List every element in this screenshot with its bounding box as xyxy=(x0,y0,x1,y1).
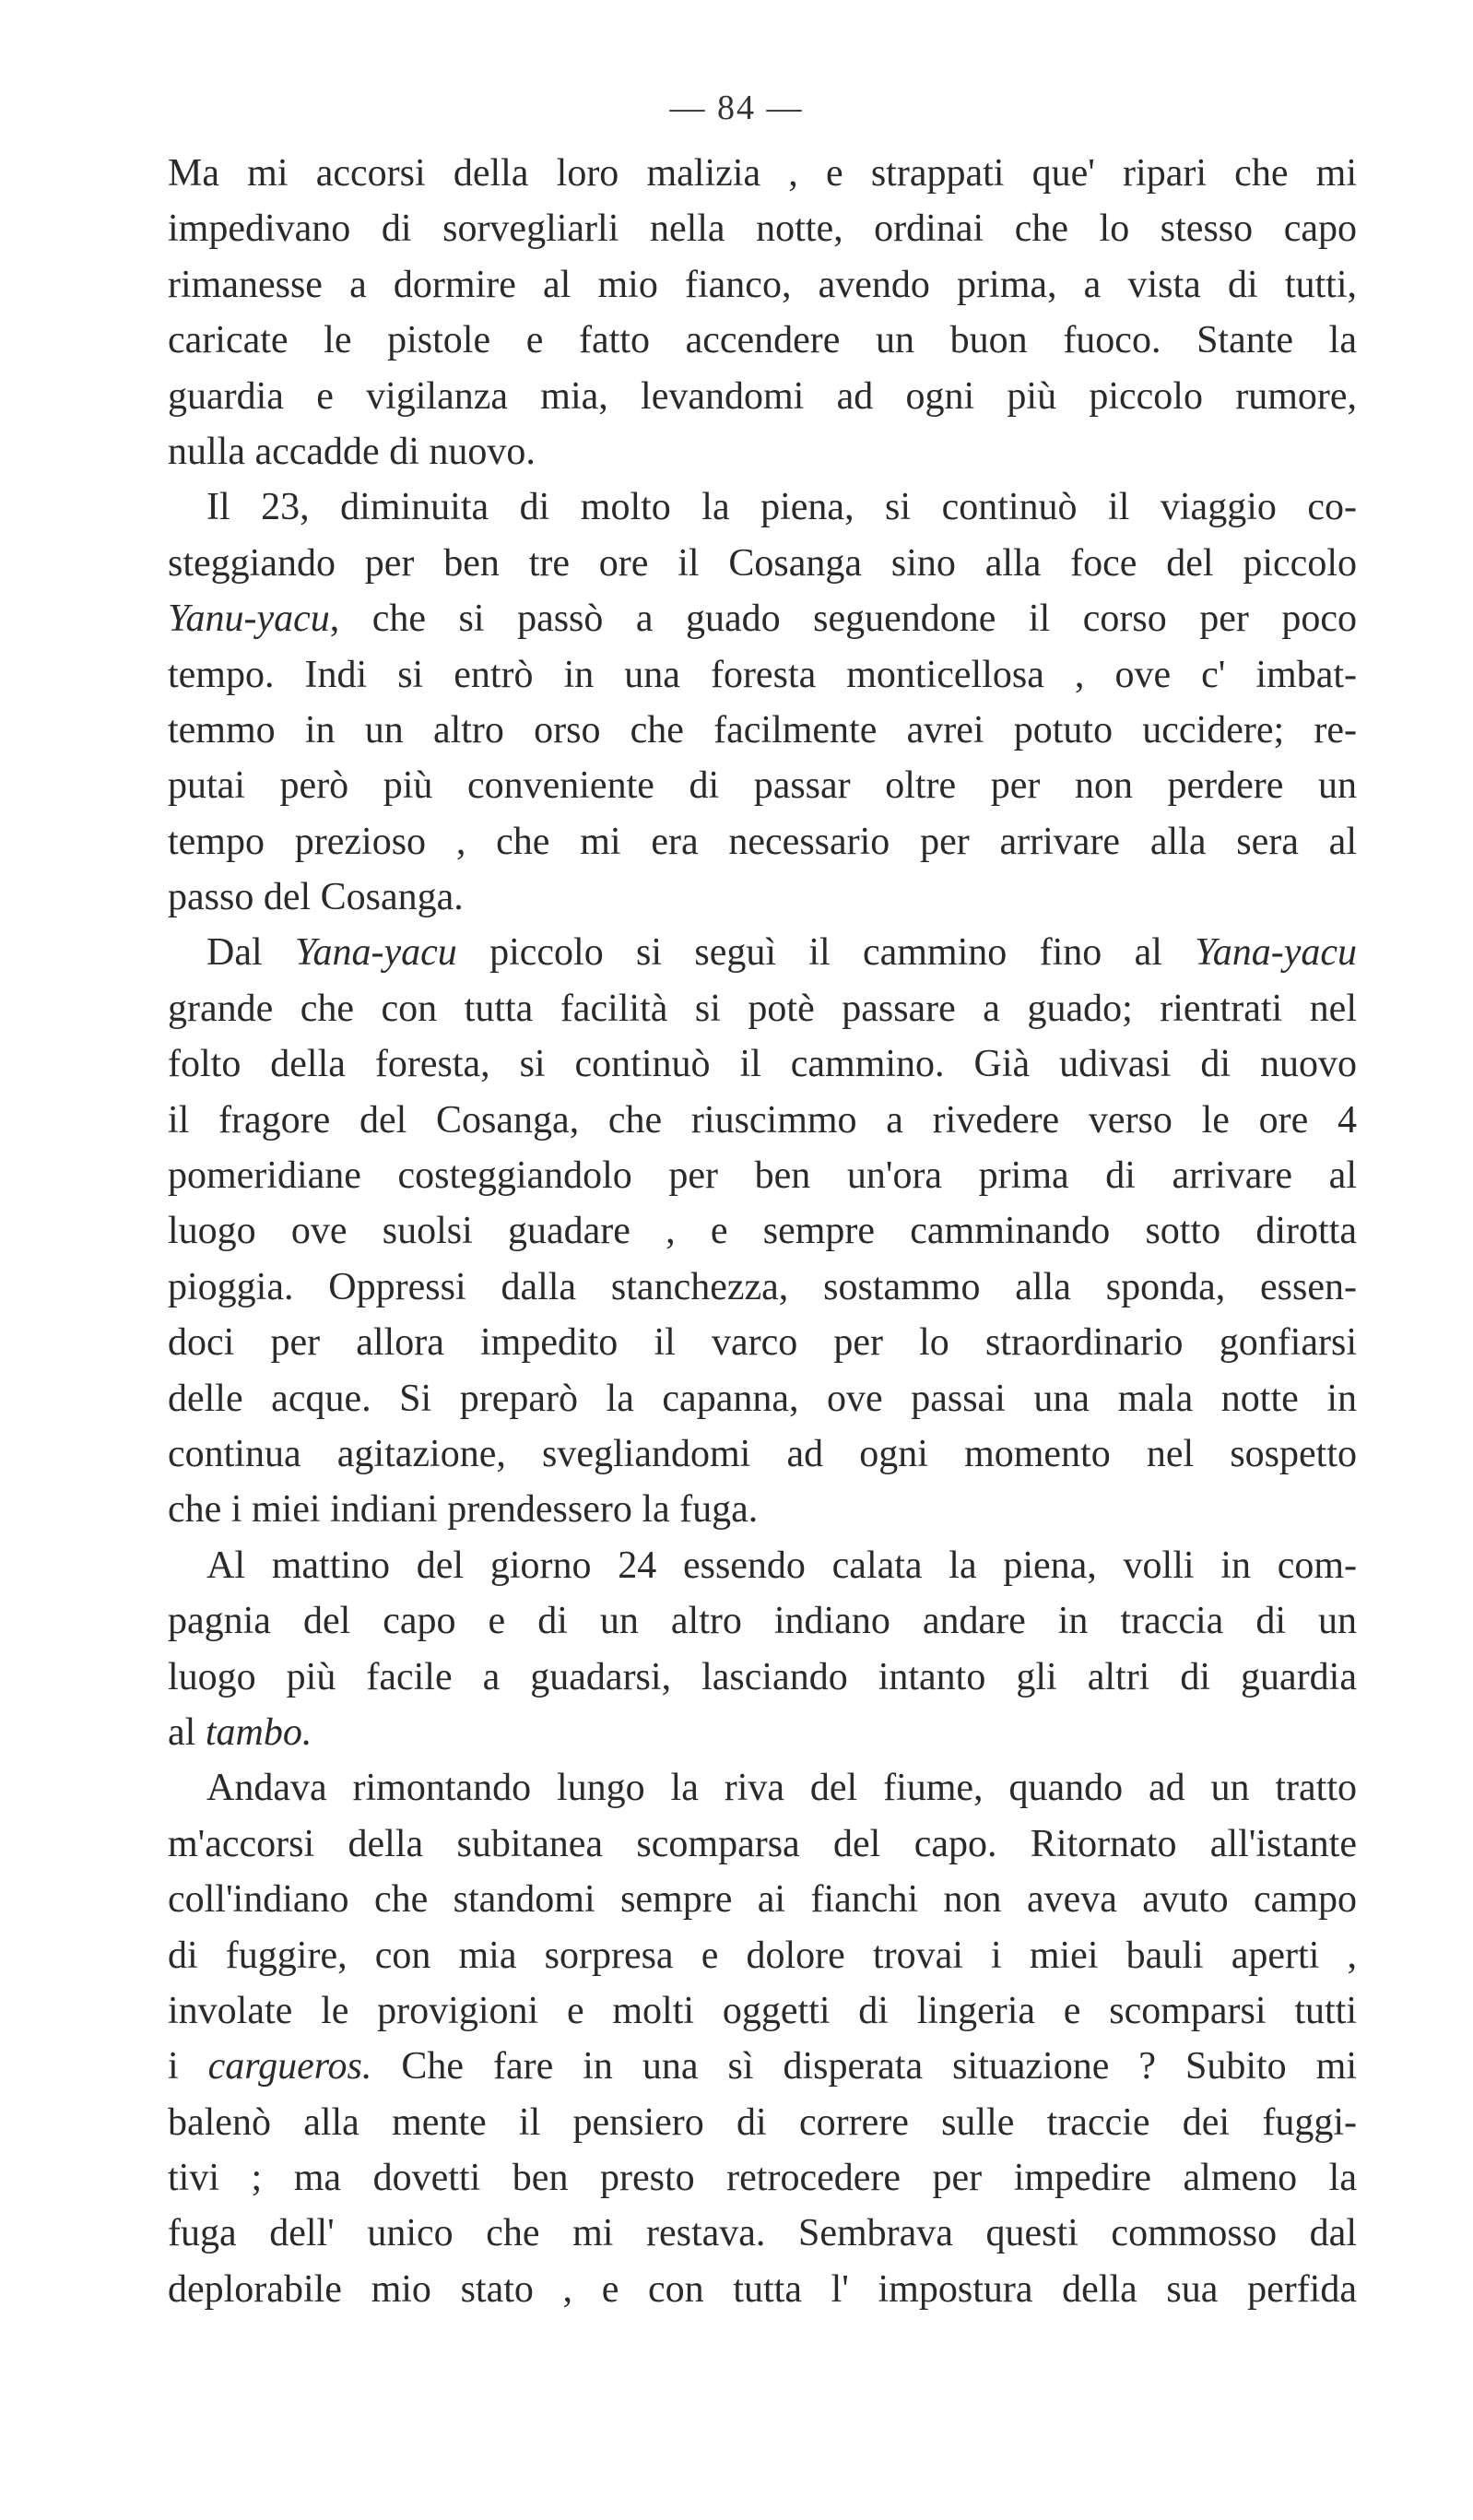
text-line xyxy=(168,146,1357,201)
text-line xyxy=(168,1705,1357,1760)
text-line xyxy=(168,981,1357,1036)
text-line xyxy=(168,870,1357,925)
text-run: doci per allora impedito il varco per lo straordinario gonfiarsi xyxy=(168,1321,1357,1365)
text-run: continua agitazione, svegliandomi ad ogni momento nel sospetto xyxy=(168,1432,1357,1475)
text-line xyxy=(168,2150,1357,2206)
text-line xyxy=(168,1315,1357,1370)
text-line xyxy=(168,257,1357,313)
text-line xyxy=(168,1928,1357,1983)
text-line xyxy=(168,1203,1357,1259)
text-run: , che si passò a guado seguendone il corso per poco xyxy=(329,597,1357,641)
text-line xyxy=(168,925,1357,980)
text-run: tempo prezioso , che mi era necessario per arrivare alla sera al xyxy=(168,820,1357,863)
text-line xyxy=(168,1148,1357,1203)
text-line xyxy=(168,758,1357,813)
text-line xyxy=(168,1260,1357,1315)
text-line xyxy=(168,1538,1357,1593)
text-run: Ma mi accorsi della loro malizia , e strappati que' ripari che mi xyxy=(168,152,1357,195)
text-run: involate le provigioni e molti oggetti di lingeria e scomparsi tutti xyxy=(168,1989,1357,2032)
text-line xyxy=(168,1816,1357,1872)
italic-term: Yana-yacu xyxy=(294,931,457,975)
text-line xyxy=(168,479,1357,535)
text-run: Il 23, diminuita di molto la piena, si continuò il viaggio co- xyxy=(206,486,1357,529)
text-line xyxy=(168,591,1357,646)
text-run: steggiando per ben tre ore il Cosanga sino alla foce del piccolo xyxy=(168,541,1357,585)
text-line xyxy=(168,703,1357,758)
text-line xyxy=(168,2262,1357,2317)
text-line xyxy=(168,1371,1357,1426)
text-run: che i miei indiani prendessero la fuga. xyxy=(168,1488,759,1532)
text-run: rimanesse a dormire al mio fianco, avendo prima, a vista di tutti, xyxy=(168,263,1357,306)
text-run: putai però più conveniente di passar oltre per non perdere un xyxy=(168,764,1357,808)
text-run: piccolo si seguì il cammino fino al xyxy=(456,931,1196,975)
italic-term: Yanu-yacu xyxy=(168,597,330,641)
text-run: i xyxy=(168,2045,208,2088)
text-line xyxy=(168,2206,1357,2261)
text-run: Andava rimontando lungo la riva del fiume, quando ad un tratto xyxy=(206,1767,1357,1810)
text-run: temmo in un altro orso che facilmente avrei potuto uccidere; re- xyxy=(168,708,1357,751)
text-run: passo del Cosanga. xyxy=(168,876,464,919)
text-run: pagnia del capo e di un altro indiano andare in traccia di un xyxy=(168,1600,1357,1643)
text-run: luogo più facile a guadarsi, lasciando intanto gli altri di guardia xyxy=(168,1655,1357,1698)
text-line xyxy=(168,1872,1357,1927)
text-run: al xyxy=(168,1710,206,1754)
text-run: grande che con tutta facilità si potè passare a guado; rientrati nel xyxy=(168,987,1357,1030)
text-run: Dal xyxy=(206,931,295,975)
text-run: impedivano di sorvegliarli nella notte, ordinai che lo stesso capo xyxy=(168,207,1357,251)
text-line xyxy=(168,1093,1357,1148)
text-line xyxy=(168,2095,1357,2150)
text-run: tempo. Indi si entrò in una foresta monticellosa , ove c' imbat- xyxy=(168,653,1357,696)
text-line xyxy=(168,1593,1357,1649)
text-run: fuga dell' unico che mi restava. Sembrava questi commosso dal xyxy=(168,2212,1357,2255)
text-run: caricate le pistole e fatto accendere un buon fuoco. Stante la xyxy=(168,319,1357,362)
italic-term: cargueros. xyxy=(207,2045,372,2088)
text-line xyxy=(168,424,1357,479)
text-line xyxy=(168,536,1357,591)
italic-term: tambo. xyxy=(205,1710,312,1754)
text-line xyxy=(168,313,1357,368)
text-run: coll'indiano che standomi sempre ai fianchi non aveva avuto campo xyxy=(168,1878,1357,1922)
text-run: tivi ; ma dovetti ben presto retrocedere per impedire almeno la xyxy=(168,2157,1357,2200)
text-run: balenò alla mente il pensiero di correre sulle traccie dei fuggi- xyxy=(168,2100,1357,2144)
text-line xyxy=(168,2039,1357,2094)
text-run: pomeridiane costeggiandolo per ben un'ora prima di arrivare al xyxy=(168,1154,1357,1198)
text-line xyxy=(168,201,1357,256)
text-run: il fragore del Cosanga, che riuscimmo a rivedere verso le ore 4 xyxy=(168,1098,1357,1142)
text-line xyxy=(168,1482,1357,1537)
text-line xyxy=(168,814,1357,870)
text-line xyxy=(168,647,1357,703)
text-run: Al mattino del giorno 24 essendo calata la piena, volli in com- xyxy=(206,1544,1357,1587)
text-line xyxy=(168,1760,1357,1816)
body-text xyxy=(168,146,1357,2317)
text-run: folto della foresta, si continuò il cammino. Già udivasi di nuovo xyxy=(168,1043,1357,1086)
italic-term: Yana-yacu xyxy=(1195,931,1357,975)
page-number: — 84 — xyxy=(669,89,804,127)
text-line xyxy=(168,1650,1357,1705)
text-run: guardia e vigilanza mia, levandomi ad ogni più piccolo rumore, xyxy=(168,374,1357,418)
text-line xyxy=(168,1036,1357,1092)
text-run: nulla accadde di nuovo. xyxy=(168,430,536,473)
text-run: m'accorsi della subitanea scomparsa del capo. Ritornato all'istante xyxy=(168,1822,1357,1865)
text-run: deplorabile mio stato , e con tutta l' impostura della sua perfida xyxy=(168,2267,1357,2311)
text-run: pioggia. Oppressi dalla stanchezza, sostammo alla sponda, essen- xyxy=(168,1265,1357,1308)
text-line xyxy=(168,1426,1357,1482)
text-run: di fuggire, con mia sorpresa e dolore trovai i miei bauli aperti , xyxy=(168,1934,1357,1977)
text-line xyxy=(168,369,1357,424)
text-line xyxy=(168,1983,1357,2039)
text-run: luogo ove suolsi guadare , e sempre camminando sotto dirotta xyxy=(168,1210,1357,1253)
text-run: delle acque. Si preparò la capanna, ove passai una mala notte in xyxy=(168,1377,1357,1420)
text-run: Che fare in una sì disperata situazione ? Subito mi xyxy=(371,2045,1357,2088)
